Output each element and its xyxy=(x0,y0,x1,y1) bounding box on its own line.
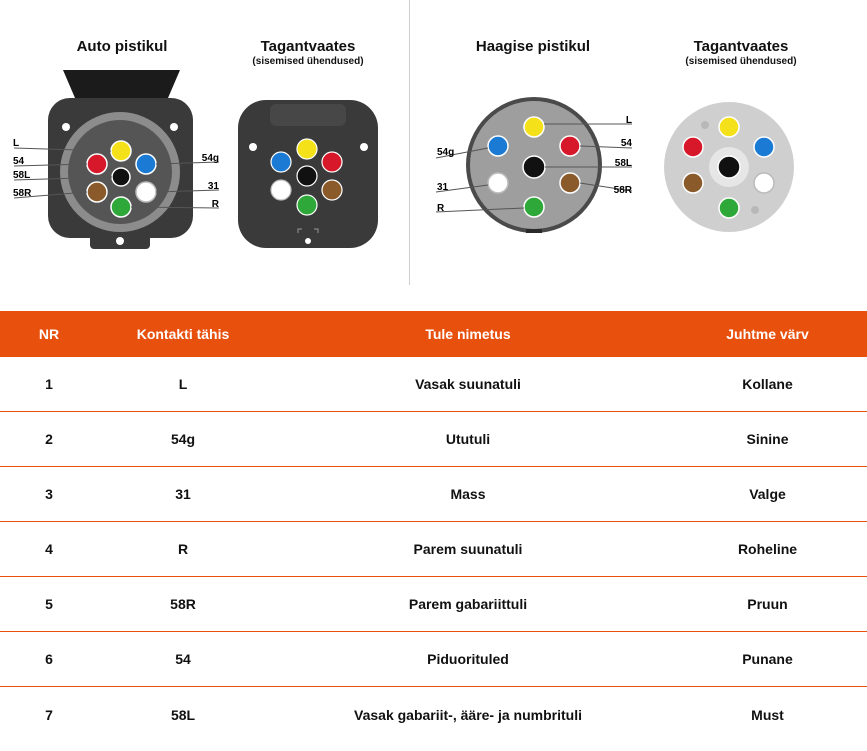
car-label-31: 31 xyxy=(207,181,219,192)
trailer-pin-R xyxy=(524,197,544,217)
car-back-pin-red xyxy=(322,152,342,172)
trailer-pin-31 xyxy=(488,173,508,193)
trailer-label-54: 54 xyxy=(620,138,632,149)
header-contact: Kontakti tähis xyxy=(136,326,230,342)
trailer-label-58L: 58L xyxy=(614,158,632,169)
cell-nr: 1 xyxy=(45,376,53,392)
cell-contact: L xyxy=(178,376,188,392)
trailer-back-pin-white xyxy=(754,173,774,193)
trailer-label-58R: 58R xyxy=(613,185,632,196)
car-back-screw-right xyxy=(360,143,368,151)
trailer-back-subtitle: (sisemised ühendused) xyxy=(685,56,797,67)
car-socket-screw-right xyxy=(170,123,178,131)
cell-nr: 5 xyxy=(45,596,53,612)
table-row xyxy=(0,467,867,522)
car-back-screw-bottom xyxy=(305,238,311,244)
car-back-screw-left xyxy=(249,143,257,151)
trailer-plug-title: Haagise pistikul xyxy=(475,38,591,55)
cell-light-name: Mass xyxy=(450,486,486,502)
car-label-54g: 54g xyxy=(201,153,219,164)
trailer-pin-L xyxy=(524,117,544,137)
table-header xyxy=(0,311,867,357)
car-pin-54 xyxy=(87,154,107,174)
cell-wire-color: Must xyxy=(751,706,784,723)
cell-contact: 54g xyxy=(170,431,196,447)
cell-contact: 58L xyxy=(170,706,196,723)
connector-diagram xyxy=(0,0,867,300)
cell-light-name: Piduorituled xyxy=(427,651,509,667)
car-pin-58R xyxy=(87,182,107,202)
cell-contact: R xyxy=(177,541,189,557)
car-pin-L xyxy=(111,141,131,161)
car-socket-title: Auto pistikul xyxy=(76,38,168,55)
trailer-back-pin-black xyxy=(718,156,740,178)
header-light-name: Tule nimetus xyxy=(425,326,511,342)
car-back-subtitle: (sisemised ühendused) xyxy=(252,56,364,67)
car-back-notch xyxy=(270,104,346,126)
cell-nr: 2 xyxy=(45,431,53,447)
car-pin-58L xyxy=(112,168,130,186)
cell-nr: 6 xyxy=(45,651,53,667)
cell-contact: 54 xyxy=(175,651,191,667)
trailer-plug-back xyxy=(664,102,794,232)
cell-wire-color: Roheline xyxy=(737,541,798,557)
trailer-back-pin-brown xyxy=(683,173,703,193)
cell-light-name: Ututuli xyxy=(445,431,491,447)
trailer-pin-58L xyxy=(523,156,545,178)
table-row xyxy=(0,412,867,467)
car-socket-back xyxy=(238,100,378,248)
trailer-pin-54g xyxy=(488,136,508,156)
trailer-back-pin-green xyxy=(719,198,739,218)
trailer-back-pin-blue xyxy=(754,137,774,157)
cell-wire-color: Pruun xyxy=(747,596,788,612)
car-socket-lid xyxy=(63,70,180,98)
table-row xyxy=(0,577,867,632)
trailer-back-pin-yellow xyxy=(719,117,739,137)
trailer-back-pin-red xyxy=(683,137,703,157)
table-row xyxy=(0,522,867,577)
car-pin-31 xyxy=(136,182,156,202)
car-back-pin-black xyxy=(297,166,317,186)
trailer-label-R: R xyxy=(437,203,445,214)
cell-nr: 7 xyxy=(45,706,53,723)
trailer-back-title: Tagantvaates xyxy=(693,38,789,55)
cell-light-name: Vasak suunatuli xyxy=(415,376,521,392)
car-label-R: R xyxy=(211,199,219,210)
table-row xyxy=(0,357,867,412)
car-socket-screw-bottom xyxy=(116,237,124,245)
car-pin-R xyxy=(111,197,131,217)
car-back-pin-brown xyxy=(322,180,342,200)
cell-light-name: Parem gabariittuli xyxy=(408,596,528,612)
cell-wire-color: Valge xyxy=(749,486,786,502)
cell-nr: 4 xyxy=(45,541,53,557)
trailer-plug xyxy=(436,97,633,233)
trailer-label-L: L xyxy=(625,115,632,126)
cell-wire-color: Punane xyxy=(742,651,793,667)
table-row xyxy=(0,632,867,687)
car-pin-54g xyxy=(136,154,156,174)
trailer-plug-key xyxy=(526,229,542,233)
cell-contact: 31 xyxy=(175,486,191,502)
cell-wire-color: Sinine xyxy=(746,431,789,447)
car-socket xyxy=(13,70,220,249)
trailer-label-31: 31 xyxy=(437,182,449,193)
car-label-58R: 58R xyxy=(13,188,32,199)
trailer-pin-58R xyxy=(560,173,580,193)
pinout-table xyxy=(0,311,867,742)
car-label-L: L xyxy=(13,138,20,149)
cell-wire-color: Kollane xyxy=(742,376,793,392)
car-back-pin-white xyxy=(271,180,291,200)
trailer-back-dot-top xyxy=(701,121,709,129)
car-socket-screw-left xyxy=(62,123,70,131)
table-row xyxy=(0,687,867,742)
trailer-label-54g: 54g xyxy=(437,147,455,158)
trailer-pin-54 xyxy=(560,136,580,156)
car-back-pin-yellow xyxy=(297,139,317,159)
cell-nr: 3 xyxy=(45,486,53,502)
car-back-pin-green xyxy=(297,195,317,215)
car-back-pin-blue xyxy=(271,152,291,172)
trailer-back-dot-bottom xyxy=(751,206,759,214)
car-back-title: Tagantvaates xyxy=(260,38,356,55)
header-wire-color: Juhtme värv xyxy=(726,326,809,342)
car-label-54: 54 xyxy=(13,156,25,167)
cell-light-name: Vasak gabariit-, ääre- ja numbrituli xyxy=(354,706,582,723)
connector-drawings xyxy=(0,0,867,300)
cell-light-name: Parem suunatuli xyxy=(413,541,523,557)
cell-contact: 58R xyxy=(170,596,196,612)
car-label-58L: 58L xyxy=(13,170,31,181)
header-nr: NR xyxy=(38,326,60,342)
